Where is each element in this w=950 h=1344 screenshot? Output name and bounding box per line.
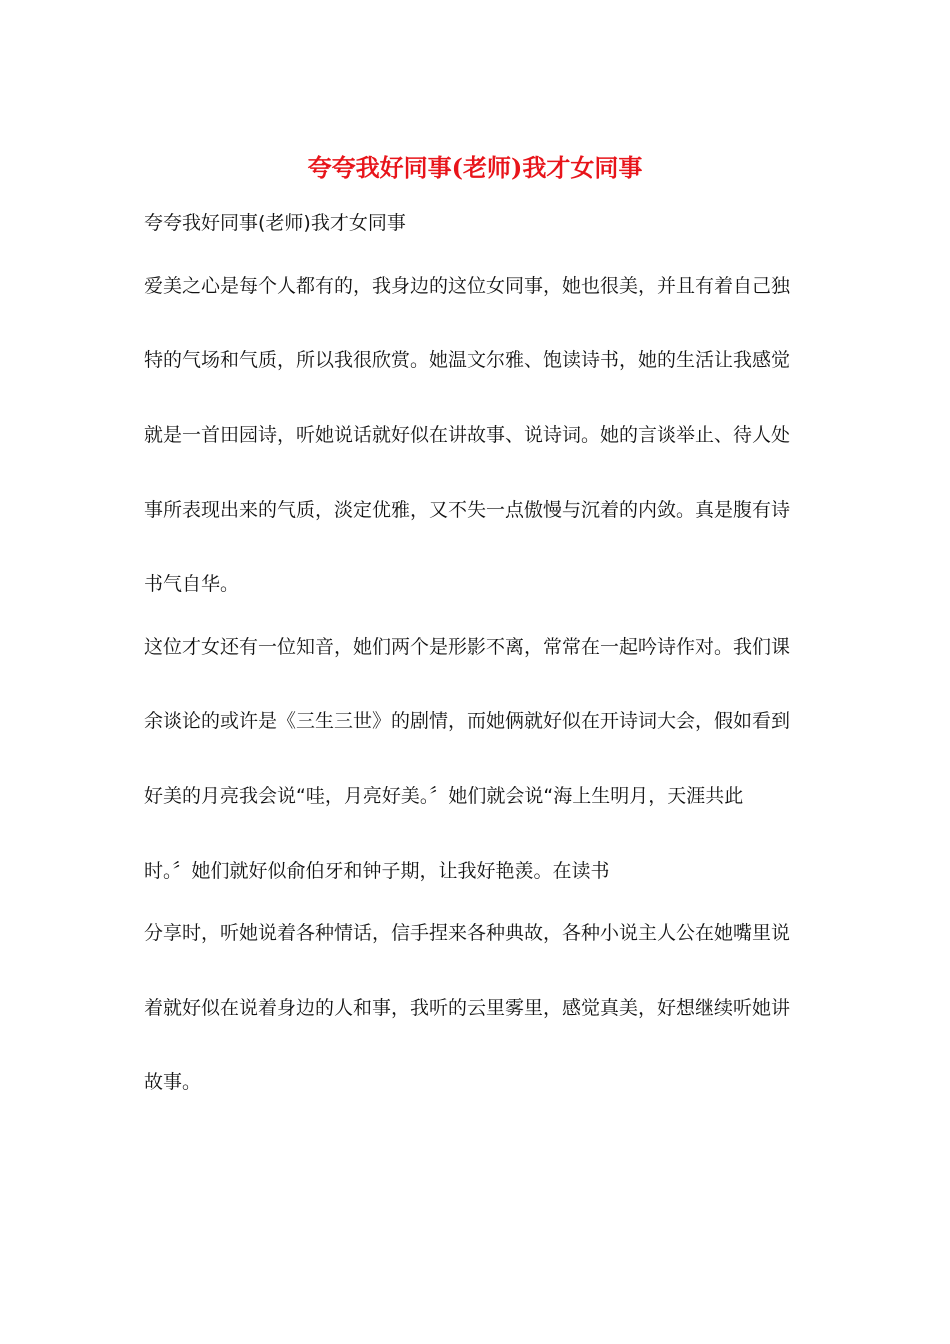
paragraph-2-line-1: 这位才女还有一位知音，她们两个是形影不离，常常在一起吟诗作对。我们课 <box>144 636 791 658</box>
paragraph-1-line-4: 事所表现出来的气质，淡定优雅，又不失一点傲慢与沉着的内敛。真是腹有诗 <box>144 499 791 521</box>
paragraph-2-line-4: 时。〞她们就好似俞伯牙和钟子期，让我好艳羡。在读书 <box>144 860 610 882</box>
paragraph-2-line-3: 好美的月亮我会说“哇，月亮好美。〞她们就会说“海上生明月，天涯共此 <box>144 785 744 807</box>
paragraph-1-line-2: 特的气场和气质，所以我很欣赏。她温文尔雅、饱读诗书，她的生活让我感觉 <box>144 349 791 371</box>
document-title: 夸夸我好同事(老师)我才女同事 <box>307 153 643 182</box>
paragraph-3-line-1: 分享时，听她说着各种情话，信手捏来各种典故，各种小说主人公在她嘴里说 <box>144 922 791 944</box>
paragraph-1-line-3: 就是一首田园诗，听她说话就好似在讲故事、说诗词。她的言谈举止、待人处 <box>144 424 791 446</box>
paragraph-1-line-5: 书气自华。 <box>144 573 240 595</box>
paragraph-1-line-1: 爱美之心是每个人都有的，我身边的这位女同事，她也很美，并且有着自己独 <box>144 275 791 297</box>
document-subtitle: 夸夸我好同事(老师)我才女同事 <box>144 212 406 234</box>
paragraph-2-line-2: 余谈论的或许是《三生三世》的剧情，而她俩就好似在开诗词大会，假如看到 <box>144 710 791 732</box>
paragraph-3-line-2: 着就好似在说着身边的人和事，我听的云里雾里，感觉真美，好想继续听她讲 <box>144 997 791 1019</box>
paragraph-3-line-3: 故事。 <box>144 1071 202 1093</box>
